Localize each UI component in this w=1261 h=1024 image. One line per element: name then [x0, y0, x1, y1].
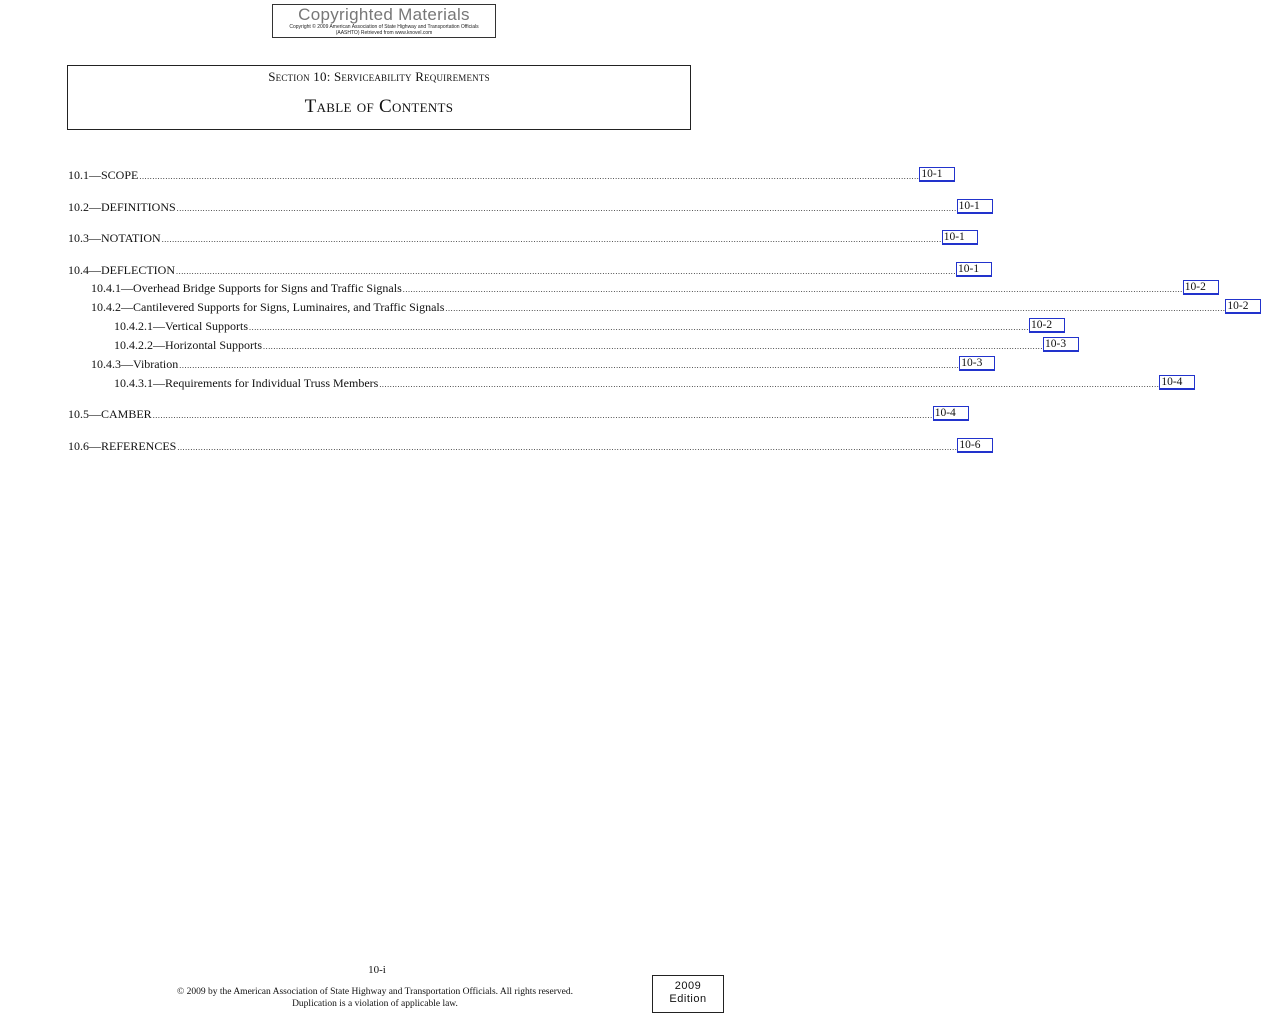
copyright-stamp	[272, 4, 496, 38]
copyright-line-2: Duplication is a violation of applicable law.	[292, 999, 458, 1009]
toc-entry-truss-members	[114, 375, 1183, 390]
toc-entry-scope	[68, 167, 943, 182]
toc-entry-vibration	[91, 356, 983, 371]
edition-label: Edition	[669, 993, 707, 1005]
toc-entry-cantilevered-supports	[91, 299, 1249, 314]
toc-page-link[interactable]: 10-4	[1159, 375, 1195, 390]
toc-entry-notation	[68, 230, 965, 245]
toc-entry-deflection	[68, 262, 980, 277]
toc-page-link[interactable]: 10-2	[1029, 318, 1065, 333]
dot-leader: ............................................................................................................................................................................................................................................................................................................	[402, 285, 1183, 294]
toc-entry-label: 10.4.3—Vibration	[91, 357, 179, 371]
dot-leader: ............................................................................................................................................................................................................................................................................................................	[249, 323, 1029, 332]
dot-leader: ............................................................................................................................................................................................................................................................................................................	[445, 304, 1226, 313]
toc-title: Table of Contents	[304, 96, 454, 117]
copyright-line-1: © 2009 by the American Association of State Highway and Transportation Officials. All rights reserved.	[177, 987, 573, 997]
toc-page-link[interactable]: 10-4	[933, 406, 969, 421]
toc-entry-label: 10.5—CAMBER	[68, 407, 152, 421]
toc-page-link[interactable]: 10-1	[957, 199, 993, 214]
toc-entry-camber	[68, 406, 956, 421]
dot-leader: ............................................................................................................................................................................................................................................................................................................	[161, 235, 942, 244]
toc-entry-overhead-bridge-supports	[91, 280, 1206, 295]
toc-entry-horizontal-supports	[114, 337, 1067, 352]
dot-leader: ............................................................................................................................................................................................................................................................................................................	[179, 361, 960, 370]
toc-entry-label: 10.4.3.1—Requirements for Individual Truss Members	[114, 376, 379, 390]
toc-page-link[interactable]: 10-1	[919, 167, 955, 182]
toc-page-link[interactable]: 10-1	[942, 230, 978, 245]
toc-entry-label: 10.3—NOTATION	[68, 231, 161, 245]
dot-leader: ............................................................................................................................................................................................................................................................................................................	[177, 443, 958, 452]
stamp-line-1: Copyright © 2009 American Association of State Highway and Transportation Officials	[289, 24, 479, 30]
toc-page-link[interactable]: 10-6	[957, 438, 993, 453]
toc-entry-label: 10.4.1—Overhead Bridge Supports for Signs and Traffic Signals	[91, 281, 402, 295]
section-title: Section 10: Serviceability Requirements	[268, 69, 490, 84]
toc-entry-references	[68, 438, 981, 453]
header-box	[67, 65, 691, 130]
dot-leader: ............................................................................................................................................................................................................................................................................................................	[263, 342, 1043, 351]
edition-year: 2009	[674, 980, 702, 992]
toc-entry-label: 10.4.2.1—Vertical Supports	[114, 319, 248, 333]
stamp-title: Copyrighted Materials	[298, 5, 470, 24]
stamp-line-2: (AASHTO) Retrieved from www.knovel.com	[335, 30, 433, 36]
edition-box	[652, 975, 724, 1013]
toc-page-link[interactable]: 10-2	[1225, 299, 1261, 314]
dot-leader: ............................................................................................................................................................................................................................................................................................................	[176, 267, 956, 276]
dot-leader: ............................................................................................................................................................................................................................................................................................................	[152, 411, 933, 420]
toc-entry-label: 10.4.2—Cantilevered Supports for Signs, Luminaires, and Traffic Signals	[91, 300, 445, 314]
toc-entry-label: 10.6—REFERENCES	[68, 439, 177, 453]
toc-page-link[interactable]: 10-2	[1183, 280, 1219, 295]
toc-page-link[interactable]: 10-3	[1043, 337, 1079, 352]
dot-leader: ............................................................................................................................................................................................................................................................................................................	[379, 380, 1160, 389]
toc-entry-label: 10.4.2.2—Horizontal Supports	[114, 338, 262, 352]
dot-leader: ............................................................................................................................................................................................................................................................................................................	[176, 204, 957, 213]
dot-leader: ............................................................................................................................................................................................................................................................................................................	[139, 172, 920, 181]
page-number: 10-i	[368, 964, 386, 976]
toc-entry-vertical-supports	[114, 318, 1053, 333]
toc-entry-label: 10.2—DEFINITIONS	[68, 200, 176, 214]
toc-page-link[interactable]: 10-3	[959, 356, 995, 371]
toc-entry-label: 10.4—DEFLECTION	[68, 263, 175, 277]
copyright-notice	[130, 986, 620, 1010]
toc-page-link[interactable]: 10-1	[956, 262, 992, 277]
toc-entry-definitions	[68, 199, 980, 214]
toc-entry-label: 10.1—SCOPE	[68, 168, 139, 182]
